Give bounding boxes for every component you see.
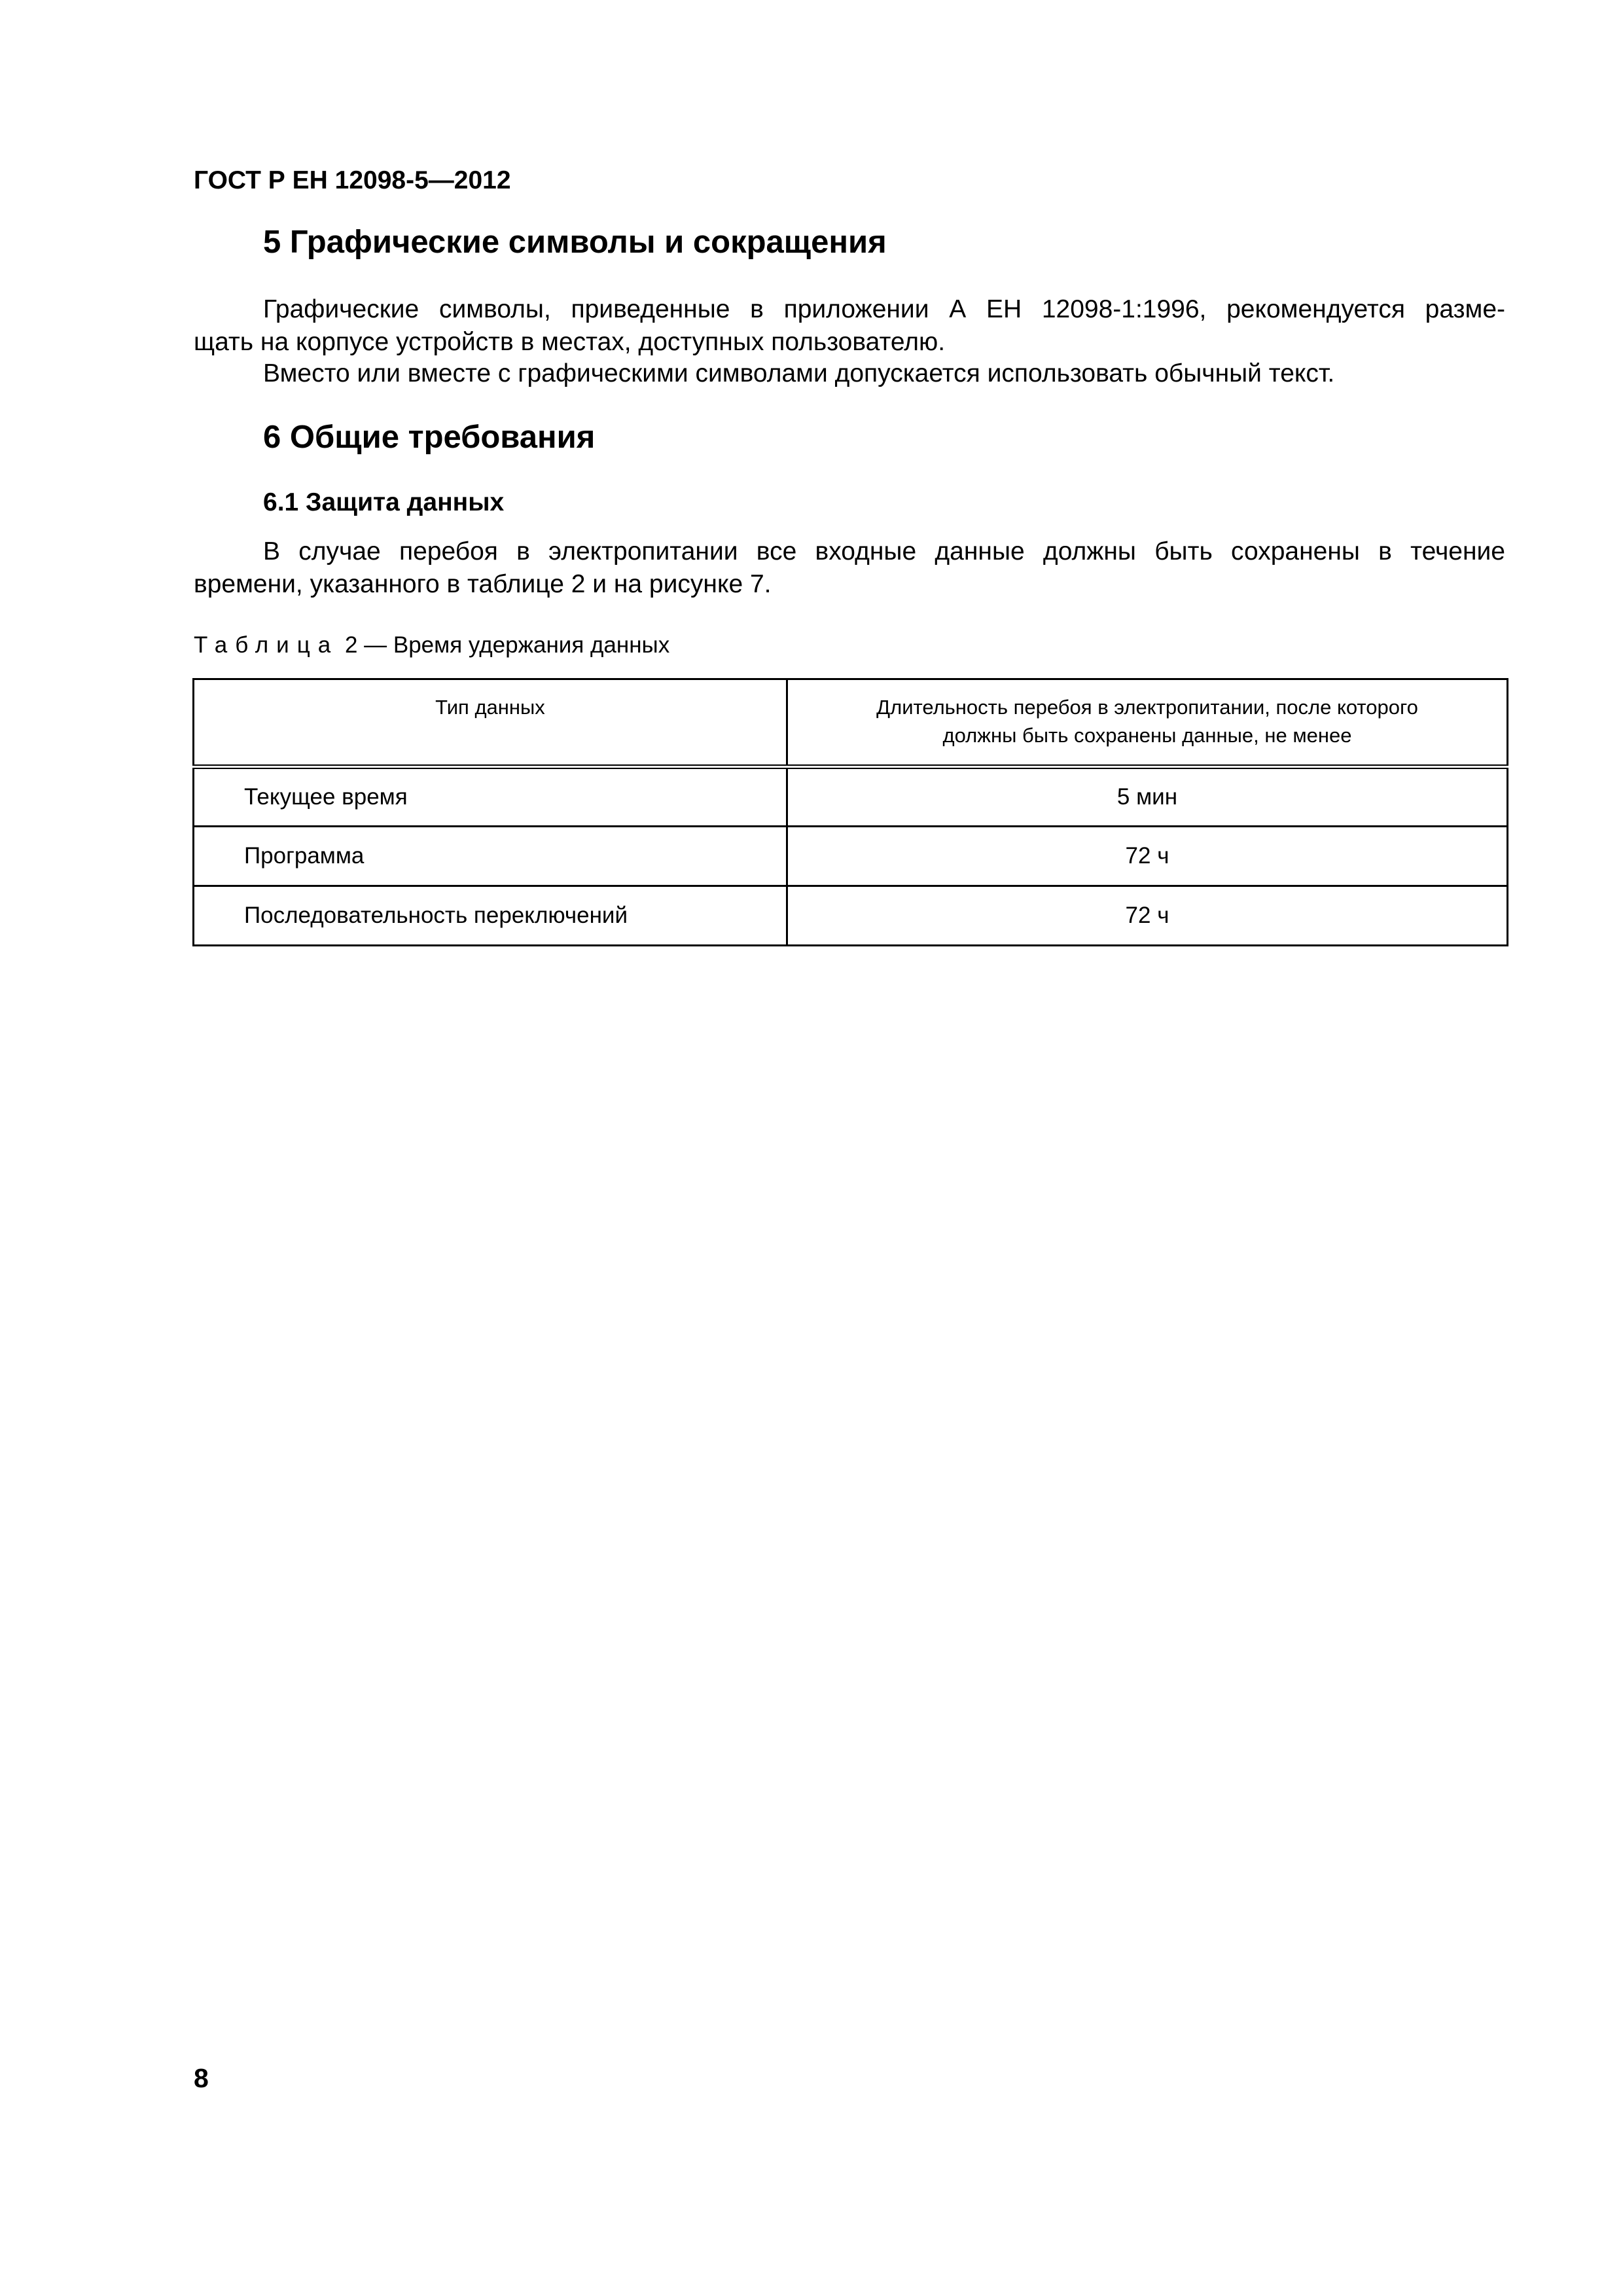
table-caption-title: 2 — Время удержания данных <box>338 632 670 658</box>
paragraph-line: Вместо или вместе с графическими символами допускается использовать обычный текст. <box>263 359 1335 387</box>
paragraph-line: В случае перебоя в электропитании все входные данные должны быть сохранены в течение <box>263 537 1505 565</box>
subsection-6-1-heading: 6.1 Защита данных <box>263 488 505 516</box>
paragraph-line: времени, указанного в таблице 2 и на рисунке 7. <box>194 570 772 598</box>
document-designation: ГОСТ Р ЕН 12098-5—2012 <box>194 166 511 194</box>
cell-duration: 5 мин <box>787 767 1508 827</box>
section-5-paragraph-2 <box>194 357 1505 390</box>
section-5-paragraph-1 <box>194 293 1505 359</box>
table-caption-label: Таблица <box>194 632 339 658</box>
table-row <box>194 767 1508 827</box>
header-duration-line-2: должны быть сохранены данные, не менее <box>942 724 1352 747</box>
cell-data-type: Программа <box>194 827 787 886</box>
page-number: 8 <box>194 2063 209 2093</box>
header-data-type <box>194 679 787 767</box>
header-data-type-label: Тип данных <box>435 696 545 719</box>
cell-duration: 72 ч <box>787 886 1508 946</box>
section-6-heading: 6 Общие требования <box>263 420 596 455</box>
cell-data-type: Последовательность переключений <box>194 886 787 946</box>
header-duration <box>787 679 1508 767</box>
cell-duration: 72 ч <box>787 827 1508 886</box>
cell-data-type: Текущее время <box>194 767 787 827</box>
header-duration-line-1: Длительность перебоя в электропитании, после которого <box>876 696 1418 719</box>
paragraph-line: Графические символы, приведенные в приложении А ЕН 12098-1:1996, рекомендуется разме- <box>263 295 1505 323</box>
table-row <box>194 886 1508 946</box>
section-5-heading: 5 Графические символы и сокращения <box>263 224 887 260</box>
section-6-1-paragraph <box>194 535 1505 601</box>
data-retention-table <box>192 678 1508 946</box>
table-row <box>194 827 1508 886</box>
paragraph-line: щать на корпусе устройств в местах, доступных пользователю. <box>194 328 946 356</box>
table-caption <box>194 631 669 660</box>
table-header-row <box>194 679 1508 767</box>
